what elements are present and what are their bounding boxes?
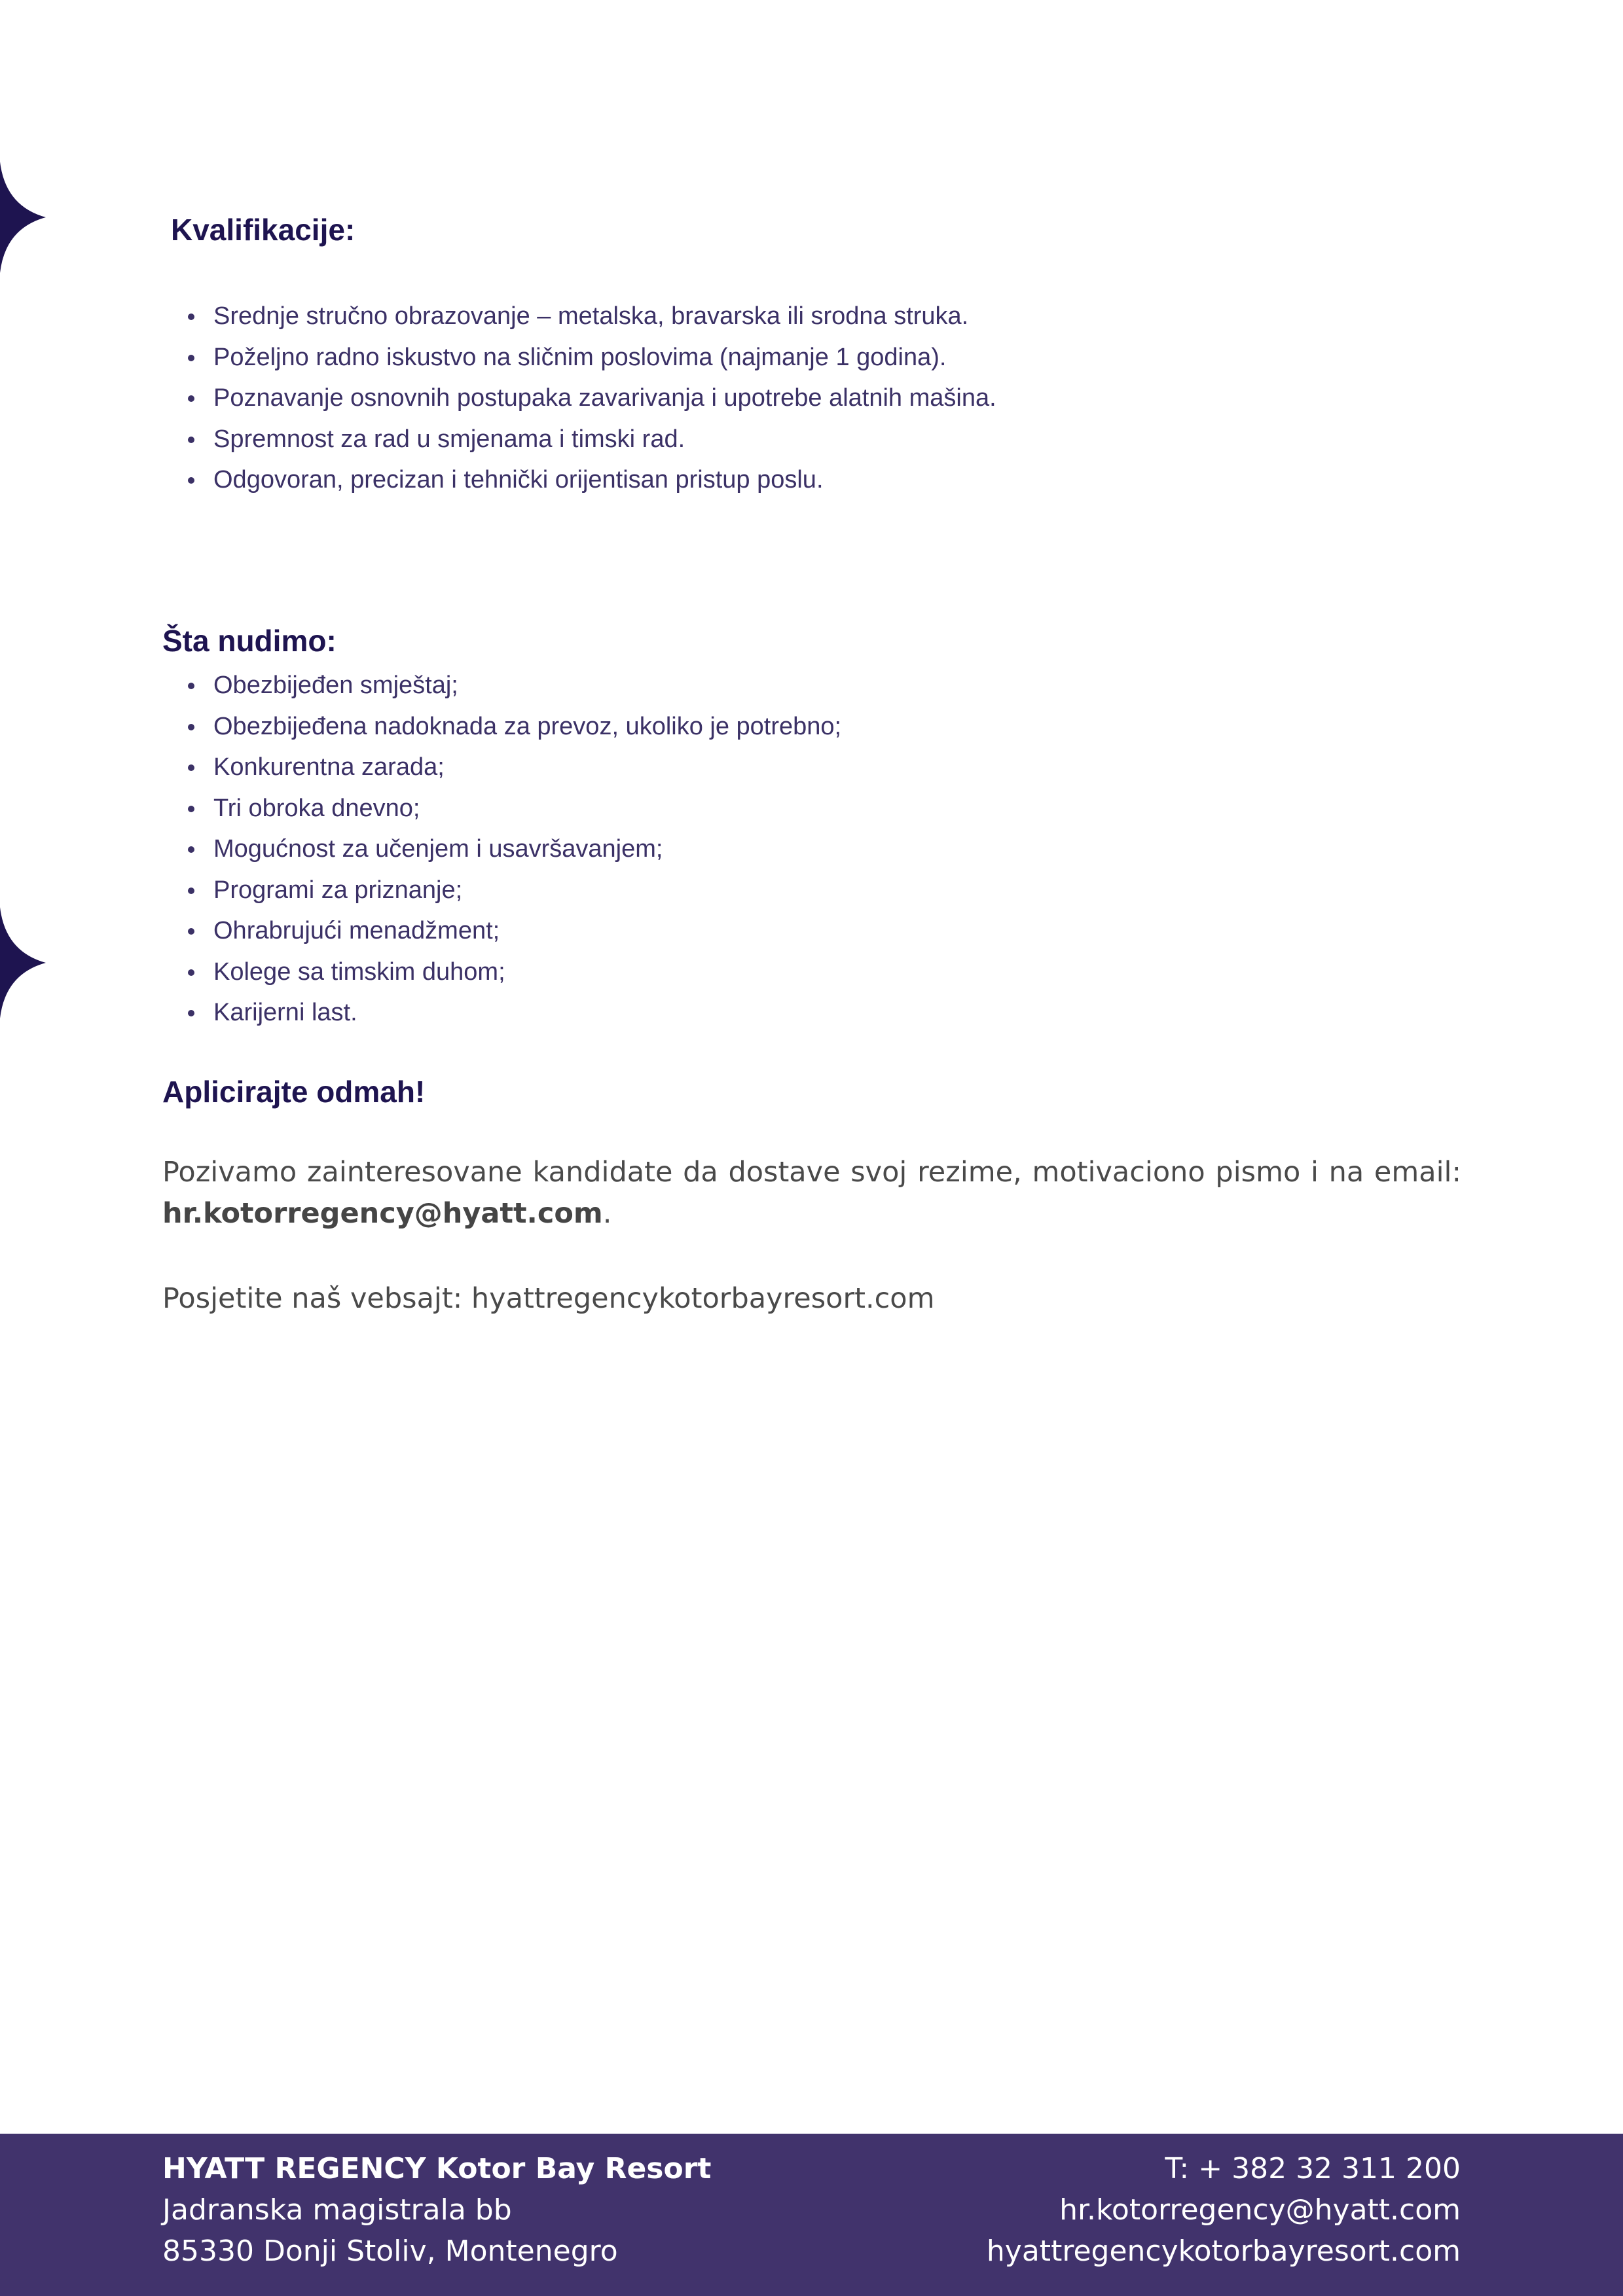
list-item-text: Karijerni last. xyxy=(213,999,357,1026)
qualifications-heading: Kvalifikacije: xyxy=(171,213,356,247)
list-item-text: Obezbijeđen smještaj; xyxy=(213,672,458,699)
offer-heading: Šta nudimo: xyxy=(162,624,337,658)
apply-heading: Aplicirajte odmah! xyxy=(162,1075,426,1109)
invite-paragraph xyxy=(162,1152,1461,1234)
list-item xyxy=(186,870,841,911)
apply-email-link[interactable]: hr.kotorregency@hyatt.com xyxy=(162,1197,603,1230)
footer-address-line2: 85330 Donji Stoliv, Montenegro xyxy=(162,2234,618,2268)
decorative-star-icon xyxy=(0,162,47,273)
list-item xyxy=(186,747,841,788)
list-item xyxy=(186,829,841,870)
list-item xyxy=(186,788,841,829)
invite-end: . xyxy=(602,1197,612,1230)
footer-address-block xyxy=(162,2148,711,2272)
list-item xyxy=(186,378,996,419)
bullet-icon xyxy=(188,437,194,443)
footer-email-link[interactable]: hr.kotorregency@hyatt.com xyxy=(1059,2193,1461,2227)
list-item xyxy=(186,910,841,952)
list-item xyxy=(186,706,841,747)
list-item-text: Poželjno radno iskustvo na sličnim poslovima (najmanje 1 godina). xyxy=(213,343,947,371)
bullet-icon xyxy=(188,477,194,484)
list-item-text: Srednje stručno obrazovanje – metalska, bravarska ili srodna struka. xyxy=(213,302,969,330)
invite-text: Pozivamo zainteresovane kandidate da dostave svoj rezime, motivaciono pismo i na email: xyxy=(162,1156,1461,1189)
qualifications-list xyxy=(186,296,996,501)
bullet-icon xyxy=(188,355,194,361)
bullet-icon xyxy=(188,764,194,771)
bullet-icon xyxy=(188,1010,194,1016)
bullet-icon xyxy=(188,888,194,894)
bullet-icon xyxy=(188,395,194,402)
website-link[interactable]: hyattregencykotorbayresort.com xyxy=(471,1282,935,1315)
list-item-text: Ohrabrujući menadžment; xyxy=(213,917,500,944)
bullet-icon xyxy=(188,683,194,689)
visit-label: Posjetite naš vebsajt: xyxy=(162,1282,471,1315)
list-item xyxy=(186,992,841,1033)
list-item xyxy=(186,296,996,337)
visit-paragraph xyxy=(162,1278,1461,1319)
footer-company-name: HYATT REGENCY Kotor Bay Resort xyxy=(162,2152,712,2185)
list-item-text: Obezbijeđena nadoknada za prevoz, ukoliko je potrebno; xyxy=(213,712,842,740)
list-item-text: Odgovoran, precizan i tehnički orijentisan pristup poslu. xyxy=(213,466,824,493)
footer-phone: T: + 382 32 311 200 xyxy=(1165,2152,1461,2185)
list-item xyxy=(186,419,996,460)
list-item xyxy=(186,665,841,706)
bullet-icon xyxy=(188,969,194,976)
bullet-icon xyxy=(188,846,194,853)
list-item-text: Poznavanje osnovnih postupaka zavarivanja i upotrebe alatnih mašina. xyxy=(213,384,996,412)
decorative-star-icon xyxy=(0,907,47,1018)
list-item-text: Konkurentna zarada; xyxy=(213,753,445,781)
bullet-icon xyxy=(188,928,194,935)
footer-website-link[interactable]: hyattregencykotorbayresort.com xyxy=(986,2234,1461,2268)
footer-address-line1: Jadranska magistrala bb xyxy=(162,2193,512,2227)
bullet-icon xyxy=(188,806,194,812)
bullet-icon xyxy=(188,724,194,730)
list-item-text: Spremnost za rad u smjenama i timski rad. xyxy=(213,425,685,453)
footer xyxy=(0,2134,1623,2296)
list-item-text: Tri obroka dnevno; xyxy=(213,794,420,822)
offer-list xyxy=(186,665,841,1033)
footer-contact-block xyxy=(987,2148,1461,2272)
bullet-icon xyxy=(188,314,194,320)
list-item-text: Kolege sa timskim duhom; xyxy=(213,958,505,986)
list-item xyxy=(186,459,996,501)
list-item-text: Mogućnost za učenjem i usavršavanjem; xyxy=(213,835,663,863)
list-item-text: Programi za priznanje; xyxy=(213,876,463,904)
list-item xyxy=(186,952,841,993)
list-item xyxy=(186,337,996,378)
